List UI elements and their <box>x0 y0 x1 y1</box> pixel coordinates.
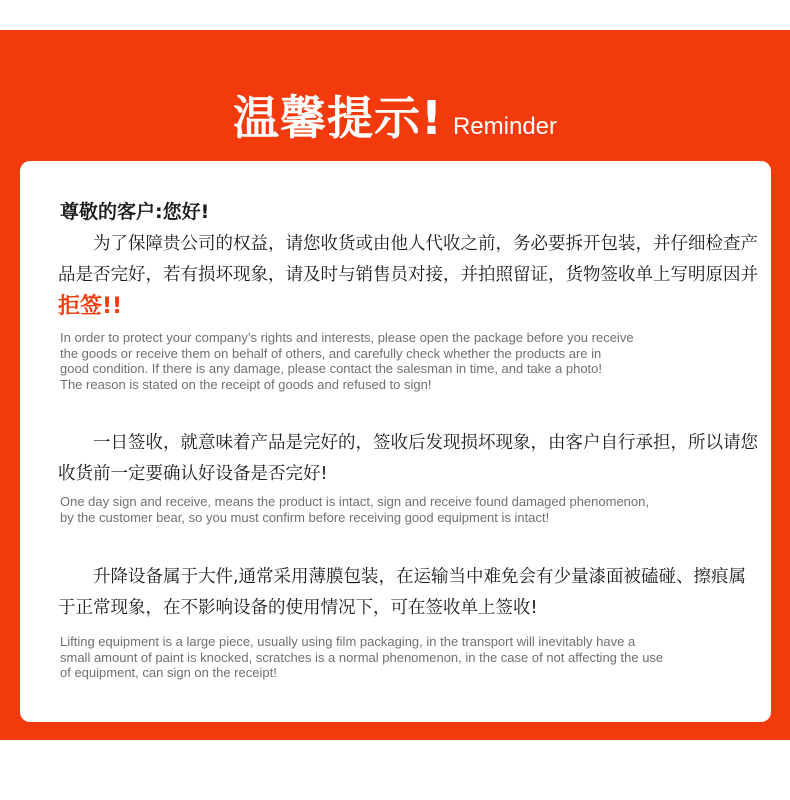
en-line: Lifting equipment is a large piece, usually using film packaging, in the transport will inevitably have a <box>60 634 636 649</box>
paragraph-2-chinese: 一日签收，就意味着产品是完好的，签收后发现损坏现象，由客户自行承担，所以请您收货前一定要确认好设备是否完好! <box>58 433 758 484</box>
en-line: The reason is stated on the receipt of goods and refused to sign! <box>60 376 432 392</box>
paragraph-1-english <box>60 330 760 392</box>
title-english: Reminder <box>452 113 558 140</box>
title-chinese: 温馨提示! <box>232 91 443 145</box>
en-line: good condition. If there is any damage, please contact the salesman in time, and take a photo! <box>60 361 603 376</box>
paragraph-1-text: 为了保障贵公司的权益，请您收货或由他人代收之前，务必要拆开包装，并仔细检查产品是否完好，若有损坏现象，请及时与销售员对接，并拍照留证，货物签收单上写明原因并 <box>58 234 758 285</box>
en-line: of equipment, can sign on the receipt! <box>60 665 277 680</box>
reminder-banner <box>0 30 790 740</box>
en-line: In order to protect your company’s rights and interests, please open the package before you receive <box>60 330 634 345</box>
notice-card <box>20 161 771 722</box>
en-line: One day sign and receive, means the product is intact, sign and receive found damaged phenomenon, <box>60 494 649 509</box>
greeting: 尊敬的客户:您好! <box>60 201 210 223</box>
paragraph-3-chinese: 升降设备属于大件,通常采用薄膜包装，在运输当中难免会有少量漆面被磕碰、擦痕属于正常现象，在不影响设备的使用情况下，可在签收单上签收! <box>58 567 747 618</box>
page-title <box>0 82 790 148</box>
paragraph-3-english <box>60 634 760 681</box>
paragraph-2-english <box>60 494 760 525</box>
en-line: by the customer bear, so you must confirm before receiving good equipment is intact! <box>60 509 550 525</box>
en-line: the goods or receive them on behalf of others, and carefully check whether the products are in <box>60 345 602 361</box>
paragraph-1-chinese <box>58 229 758 324</box>
refuse-sign-emphasis: 拒签!! <box>58 294 123 319</box>
en-line: small amount of paint is knocked, scratches is a normal phenomenon, in the case of not affecting the use <box>60 649 664 665</box>
